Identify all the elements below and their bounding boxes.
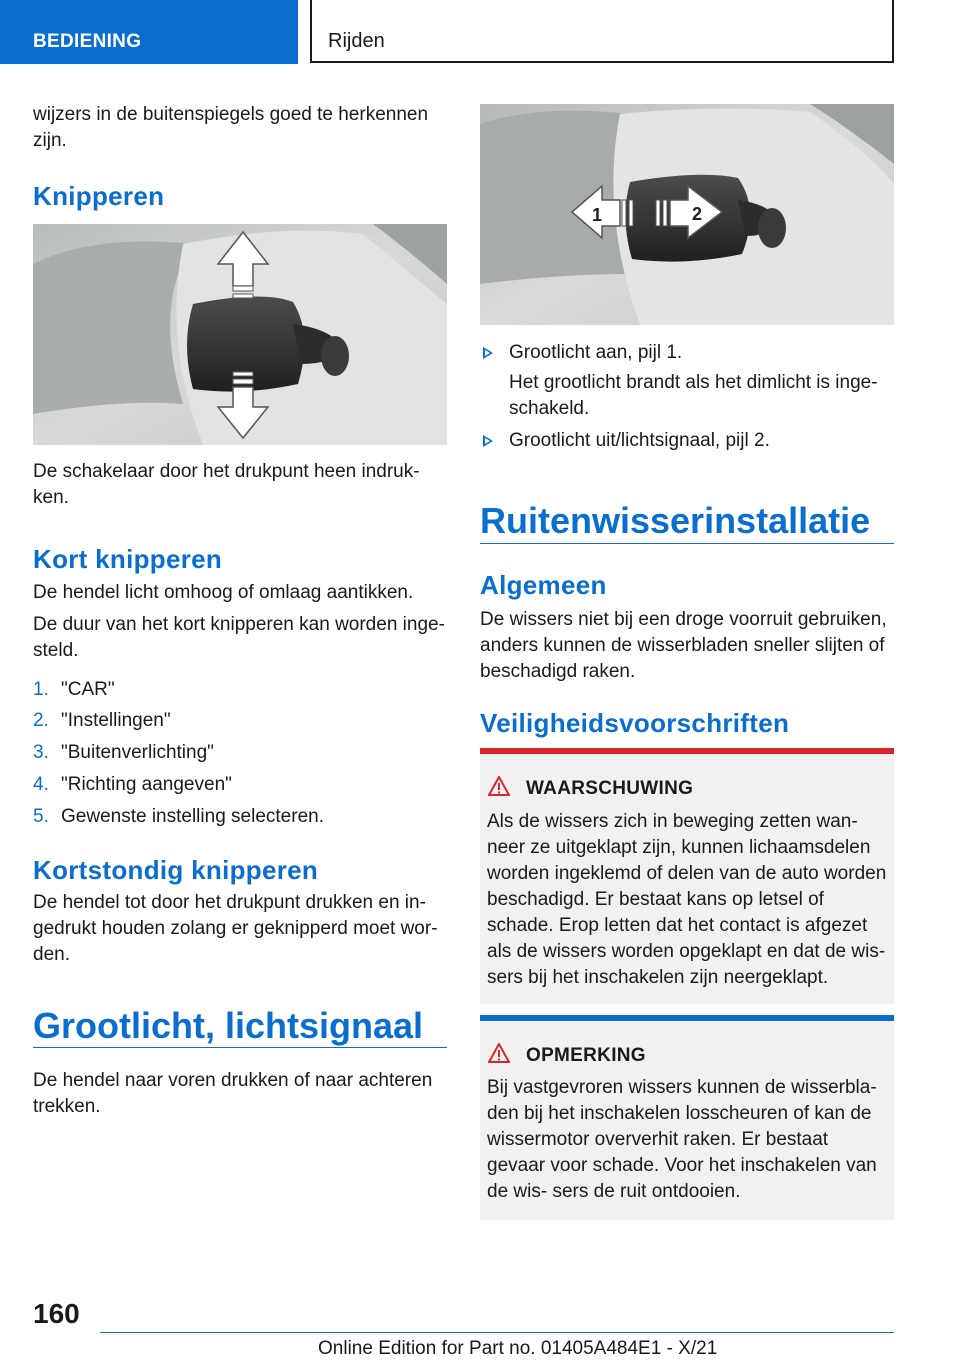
warning-accent-bar: [480, 748, 894, 754]
heading-kort-knipperen: Kort knipperen: [33, 544, 223, 574]
list-text: "Buitenverlichting": [61, 742, 214, 763]
heading-rule: [480, 543, 894, 544]
heading-kortstondig-knipperen: Kortstondig knipperen: [33, 855, 319, 885]
notice-title: OPMERKING: [526, 1045, 646, 1066]
warning-text: Als de wissers zich in beweging zetten wan- neer ze uitgeklapt zijn, kunnen lichaamsdelen worden ingeklemd of delen van de auto worden beschadigd. Er bestaat kans op letsel of schade. Erop letten dat het contact is afgezet als de wissers worden opgeklapt en dat de wis- sers bij het inschakelen zijn neergeklapt.: [487, 811, 887, 988]
kort-paragraph-2: De duur van het kort knipperen kan worden inge- steld.: [33, 614, 445, 661]
heading-grootlicht: Grootlicht, lichtsignaal: [33, 1005, 424, 1046]
triangle-bullet-icon: [483, 347, 493, 359]
high-beam-lever-illustration: [480, 104, 894, 325]
notice-box: [480, 1015, 894, 1220]
arrow-1-label: 1: [592, 205, 603, 225]
bullet-text: Grootlicht aan, pijl 1.: [509, 342, 683, 363]
section-tab: [0, 0, 298, 64]
chapter-title: Rijden: [328, 30, 385, 52]
list-number: 2.: [33, 710, 49, 731]
heading-rule: [33, 1047, 447, 1048]
warning-triangle-icon: [488, 776, 510, 796]
list-number: 5.: [33, 806, 49, 827]
list-text: "CAR": [61, 679, 115, 700]
list-text: Gewenste instelling selecteren.: [61, 806, 324, 827]
section-title: BEDIENING: [33, 31, 142, 52]
turn-signal-lever-illustration: [33, 224, 447, 445]
warning-title: WAARSCHUWING: [526, 778, 694, 799]
list-number: 1.: [33, 679, 49, 700]
kort-paragraph-1: De hendel licht omhoog of omlaag aantikken.: [33, 582, 414, 603]
heading-knipperen: Knipperen: [33, 181, 165, 211]
arrow-2-label: 2: [692, 204, 703, 224]
notice-text: Bij vastgevroren wissers kunnen de wisserbla- den bij het inschakelen losscheuren of kan de wissermotor oververhit raken. Er bestaat gevaar voor schade. Voor het inschakelen van de wis- sers de ruit ontdooien.: [487, 1077, 877, 1202]
chapter-tab: [310, 0, 894, 63]
kortstondig-paragraph: De hendel tot door het drukpunt drukken en in- gedrukt houden zolang er geknipperd moet wor- den.: [33, 892, 438, 965]
intro-paragraph: wijzers in de buitenspiegels goed te herkennen zijn.: [33, 104, 429, 151]
list-text: "Richting aangeven": [61, 774, 232, 795]
list-number: 4.: [33, 774, 49, 795]
list-number: 3.: [33, 742, 49, 763]
triangle-bullet-icon: [483, 435, 493, 447]
high-beam-lever-image: [480, 104, 894, 325]
page-number: 160: [33, 1298, 80, 1329]
notice-triangle-icon: [488, 1043, 510, 1063]
grootlicht-paragraph: De hendel naar voren drukken of naar achteren trekken.: [33, 1070, 433, 1117]
heading-algemeen: Algemeen: [480, 570, 607, 600]
algemeen-paragraph: De wissers niet bij een droge voorruit gebruiken, anders kunnen de wisserbladen sneller slijten of beschadigd raken.: [480, 609, 887, 682]
warning-box: [480, 748, 894, 1004]
turn-signal-lever-image: [33, 224, 447, 445]
edition-text: Online Edition for Part no. 01405A484E1 - X/21: [318, 1338, 718, 1359]
notice-accent-bar: [480, 1015, 894, 1021]
heading-veiligheid: Veiligheidsvoorschriften: [480, 708, 790, 738]
bullet-subtext: Het grootlicht brandt als het dimlicht is inge- schakeld.: [509, 372, 878, 419]
heading-ruitenwisser: Ruitenwisserinstallatie: [480, 500, 871, 541]
footer-rule: [100, 1332, 894, 1333]
bullet-text: Grootlicht uit/lichtsignaal, pijl 2.: [509, 430, 770, 451]
knipperen-paragraph: De schakelaar door het drukpunt heen indruk- ken.: [33, 461, 420, 508]
list-text: "Instellingen": [61, 710, 171, 731]
